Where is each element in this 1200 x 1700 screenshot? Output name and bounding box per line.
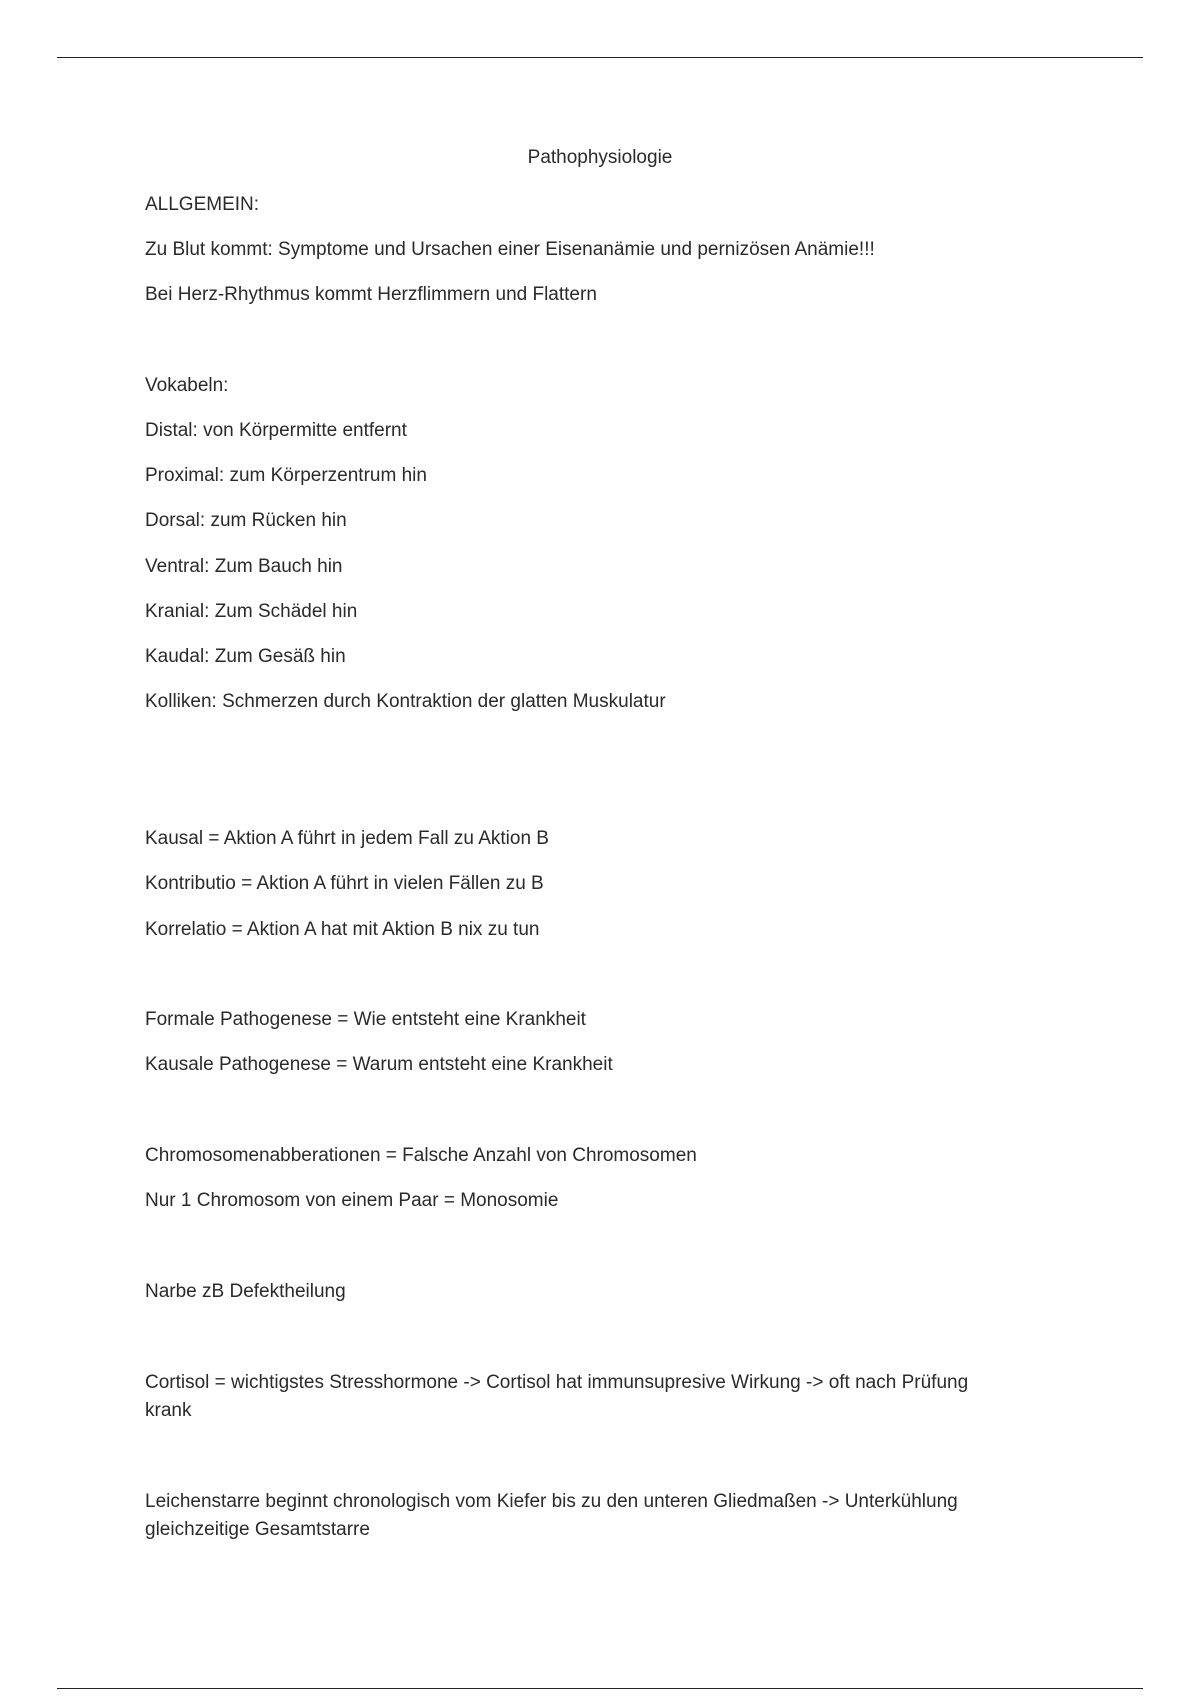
chromosome-item: Chromosomenabberationen = Falsche Anzahl von Chromosomen [145, 1145, 697, 1166]
pathogenesis-item: Formale Pathogenese = Wie entsteht eine Krankheit [145, 1009, 586, 1030]
pathogenesis-item: Kausale Pathogenese = Warum entsteht eine Krankheit [145, 1054, 613, 1075]
vocab-item: Distal: von Körpermitte entfernt [145, 420, 407, 441]
note-heart-rhythm: Bei Herz-Rhythmus kommt Herzflimmern und Flattern [145, 284, 597, 305]
causality-item: Korrelatio = Aktion A hat mit Aktion B nix zu tun [145, 919, 540, 940]
scar-note: Narbe zB Defektheilung [145, 1281, 346, 1302]
vocab-item: Kolliken: Schmerzen durch Kontraktion der glatten Muskulatur [145, 691, 666, 712]
note-blood: Zu Blut kommt: Symptome und Ursachen einer Eisenanämie und pernizösen Anämie!!! [145, 239, 875, 260]
vocab-item: Dorsal: zum Rücken hin [145, 510, 347, 531]
section-heading-vocabulary: Vokabeln: [145, 375, 229, 396]
top-rule [57, 57, 1143, 58]
vocab-item: Ventral: Zum Bauch hin [145, 556, 343, 577]
rigor-note-line1: Leichenstarre beginnt chronologisch vom Kiefer bis zu den unteren Gliedmaßen -> Unterkühlung [145, 1491, 958, 1512]
bottom-rule [57, 1688, 1143, 1689]
vocab-item: Kranial: Zum Schädel hin [145, 601, 358, 622]
vocab-item: Proximal: zum Körperzentrum hin [145, 465, 427, 486]
chromosome-item: Nur 1 Chromosom von einem Paar = Monosomie [145, 1190, 559, 1211]
rigor-note-line2: gleichzeitige Gesamtstarre [145, 1519, 370, 1540]
causality-item: Kausal = Aktion A führt in jedem Fall zu Aktion B [145, 828, 549, 849]
section-heading-general: ALLGEMEIN: [145, 194, 260, 215]
page-title: Pathophysiologie [527, 147, 673, 168]
causality-item: Kontributio = Aktion A führt in vielen Fällen zu B [145, 873, 544, 894]
cortisol-note-line1: Cortisol = wichtigstes Stresshormone -> Cortisol hat immunsupresive Wirkung -> oft nach Prüfung [145, 1372, 969, 1393]
cortisol-note-line2: krank [145, 1400, 192, 1421]
vocab-item: Kaudal: Zum Gesäß hin [145, 646, 346, 667]
